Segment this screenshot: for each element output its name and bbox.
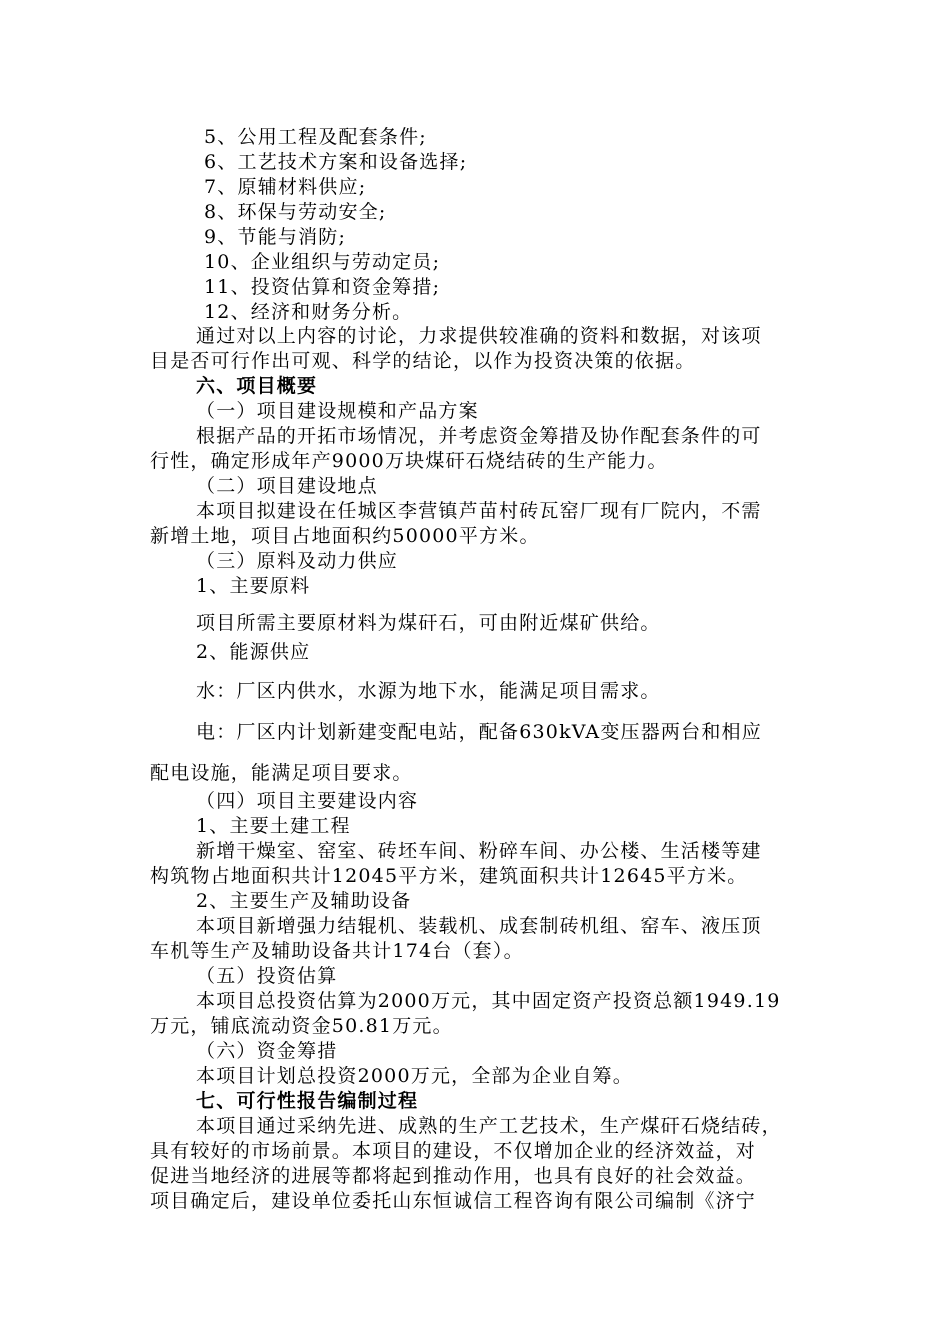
list-item-8: 8、环保与劳动安全; <box>204 201 387 223</box>
paragraph-line: 万元，铺底流动资金50.81万元。 <box>150 1015 453 1037</box>
paragraph-line: 项目确定后，建设单位委托山东恒诚信工程咨询有限公司编制《济宁 <box>150 1190 757 1212</box>
paragraph-line: 水：厂区内供水，水源为地下水，能满足项目需求。 <box>196 680 661 702</box>
paragraph-line: 新增干燥室、窑室、砖坯车间、粉碎车间、办公楼、生活楼等建 <box>196 840 762 862</box>
paragraph-line: 促进当地经济的进展等都将起到推动作用，也具有良好的社会效益。 <box>150 1165 757 1187</box>
section-heading-6: 六、项目概要 <box>196 375 318 397</box>
paragraph-line: 配电设施，能满足项目要求。 <box>150 762 413 784</box>
list-item-11: 11、投资估算和资金筹措; <box>204 276 441 298</box>
paragraph-line: 本项目通过采纳先进、成熟的生产工艺技术，生产煤矸石烧结砖， <box>196 1115 782 1137</box>
subsection-heading-1: （一）项目建设规模和产品方案 <box>196 400 479 422</box>
list-item-9: 9、节能与消防; <box>204 226 347 248</box>
list-item-6: 6、工艺技术方案和设备选择; <box>204 151 468 173</box>
item-heading: 2、能源供应 <box>196 641 311 663</box>
list-item-5: 5、公用工程及配套条件; <box>204 126 427 148</box>
paragraph-line: 目是否可行作出可观、科学的结论，以作为投资决策的依据。 <box>150 350 696 372</box>
paragraph-line: 行性，确定形成年产9000万块煤矸石烧结砖的生产能力。 <box>150 450 668 472</box>
section-heading-7: 七、可行性报告编制过程 <box>196 1090 419 1112</box>
paragraph-line: 项目所需主要原材料为煤矸石，可由附近煤矿供给。 <box>196 612 661 634</box>
paragraph-line: 构筑物占地面积共计12045平方米，建筑面积共计12645平方米。 <box>150 865 748 887</box>
paragraph-line: 车机等生产及辅助设备共计174台（套）。 <box>150 940 524 962</box>
paragraph-line: 具有较好的市场前景。本项目的建设，不仅增加企业的经济效益，对 <box>150 1140 757 1162</box>
item-heading: 1、主要原料 <box>196 575 311 597</box>
paragraph-line: 本项目计划总投资2000万元，全部为企业自筹。 <box>196 1065 633 1087</box>
paragraph-line: 电：厂区内计划新建变配电站，配备630kVA变压器两台和相应 <box>196 721 762 743</box>
item-heading: 2、主要生产及辅助设备 <box>196 890 412 912</box>
subsection-heading-4: （四）项目主要建设内容 <box>196 790 419 812</box>
list-item-12: 12、经济和财务分析。 <box>204 301 413 323</box>
paragraph-line: 根据产品的开拓市场情况，并考虑资金筹措及协作配套条件的可 <box>196 425 762 447</box>
list-item-10: 10、企业组织与劳动定员; <box>204 251 441 273</box>
subsection-heading-2: （二）项目建设地点 <box>196 475 378 497</box>
list-item-7: 7、原辅材料供应; <box>204 176 367 198</box>
paragraph-line: 本项目新增强力结辊机、装载机、成套制砖机组、窑车、液压顶 <box>196 915 762 937</box>
item-heading: 1、主要土建工程 <box>196 815 351 837</box>
paragraph-line: 通过对以上内容的讨论，力求提供较准确的资料和数据，对该项 <box>196 325 762 347</box>
paragraph-line: 本项目拟建设在任城区李营镇芦苗村砖瓦窑厂现有厂院内，不需 <box>196 500 762 522</box>
subsection-heading-6: （六）资金筹措 <box>196 1040 338 1062</box>
paragraph-line: 新增土地，项目占地面积约50000平方米。 <box>150 525 540 547</box>
paragraph-line: 本项目总投资估算为2000万元，其中固定资产投资总额1949.19 <box>196 990 781 1012</box>
subsection-heading-5: （五）投资估算 <box>196 965 338 987</box>
subsection-heading-3: （三）原料及动力供应 <box>196 550 399 572</box>
